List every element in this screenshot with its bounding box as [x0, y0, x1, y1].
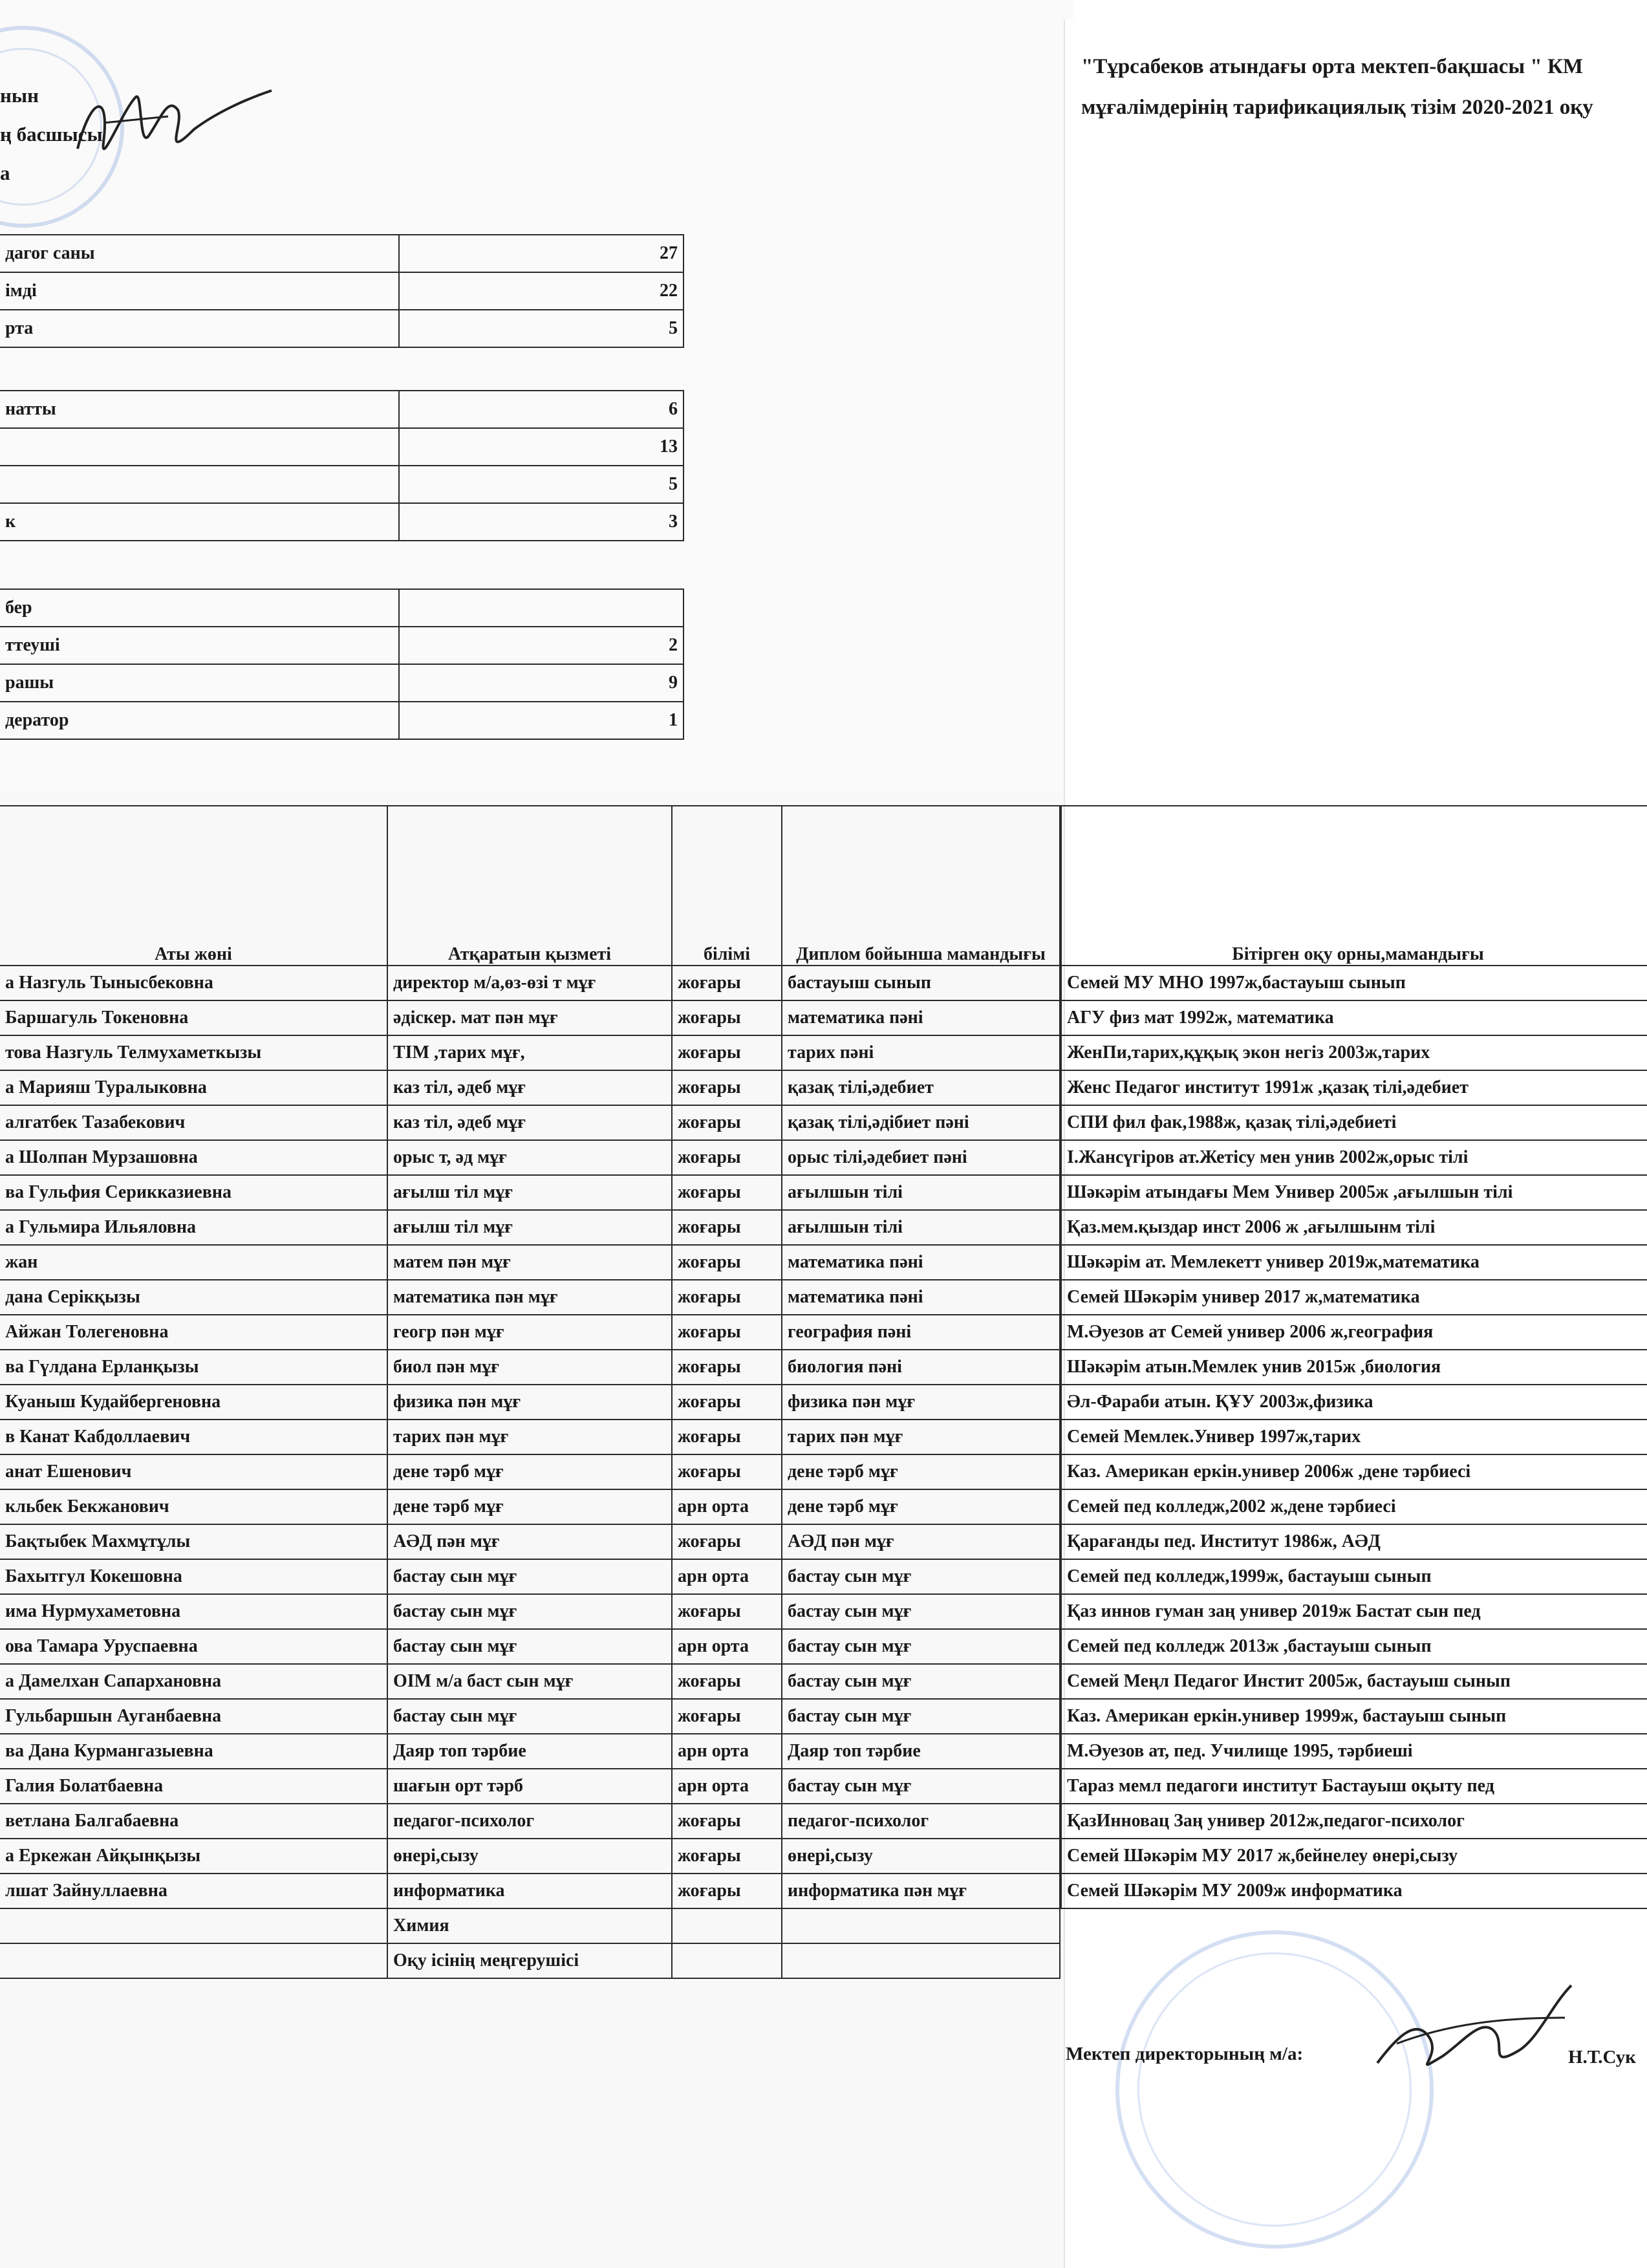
- table-row: [1061, 1280, 1647, 1315]
- cell-specialty: биология пәні: [782, 1350, 1060, 1385]
- cell-position: Химия: [387, 1908, 672, 1943]
- cell-position: геогр пән мұғ: [387, 1315, 672, 1350]
- cell-specialty: педагог-психолог: [782, 1804, 1060, 1839]
- cell-education: жоғары: [672, 1699, 782, 1734]
- cell-education: арн орта: [672, 1734, 782, 1769]
- table-row: [0, 1385, 1060, 1420]
- cell-name: дана Серікқызы: [0, 1280, 387, 1315]
- table-row: [0, 1734, 1060, 1769]
- cell-name: има Нурмухаметовна: [0, 1594, 387, 1629]
- table-row: [0, 1000, 1060, 1035]
- cell-specialty: бастау сын мұғ: [782, 1559, 1060, 1594]
- cell-education: [672, 1943, 782, 1978]
- cell-name: а Назгуль Тынысбековна: [0, 966, 387, 1000]
- cell-specialty: математика пәні: [782, 1000, 1060, 1035]
- table-row: [1061, 1804, 1647, 1839]
- table-row: [0, 1315, 1060, 1350]
- header-left-line2: ң басшысы: [0, 123, 103, 146]
- summary-table-3: [0, 589, 684, 740]
- cell-position: әдіскер. мат пән мұғ: [387, 1000, 672, 1035]
- summary-label: імді: [0, 272, 399, 310]
- cell-specialty: география пәні: [782, 1315, 1060, 1350]
- cell-education: [672, 1908, 782, 1943]
- cell-name: [0, 1943, 387, 1978]
- staff-table: [0, 805, 1060, 1979]
- cell-education: жоғары: [672, 1874, 782, 1908]
- table-row: [1061, 1175, 1647, 1210]
- cell-specialty: қазақ тілі,әдібиет пәні: [782, 1105, 1060, 1140]
- summary-value: 2: [399, 627, 684, 664]
- cell-institution: Шәкәрім ат. Мемлекетт универ 2019ж,математика: [1061, 1245, 1647, 1280]
- summary-value: 27: [399, 235, 684, 272]
- cell-institution: Әл-Фараби атын. ҚҰУ 2003ж,физика: [1061, 1385, 1647, 1420]
- cell-position: бастау сын мұғ: [387, 1559, 672, 1594]
- summary-label: [0, 428, 399, 466]
- header-right-line1: "Тұрсабеков атындағы орта мектеп-бақшасы " КМ: [1081, 55, 1584, 78]
- summary-value: 22: [399, 272, 684, 310]
- cell-name: Айжан Толегеновна: [0, 1315, 387, 1350]
- summary-label: [0, 466, 399, 503]
- table-row: [0, 1140, 1060, 1175]
- cell-institution: Семей Мемлек.Универ 1997ж,тарих: [1061, 1420, 1647, 1454]
- cell-institution: АГУ физ мат 1992ж, математика: [1061, 1000, 1647, 1035]
- table-row: [0, 1175, 1060, 1210]
- table-row: [1061, 1769, 1647, 1804]
- cell-position: орыс т, әд мұғ: [387, 1140, 672, 1175]
- cell-education: жоғары: [672, 1420, 782, 1454]
- summary-row: [0, 466, 684, 503]
- cell-specialty: дене тәрб мұғ: [782, 1489, 1060, 1524]
- summary-row: [0, 310, 684, 347]
- staff-table-header: [0, 806, 1060, 966]
- cell-education: арн орта: [672, 1559, 782, 1594]
- cell-education: жоғары: [672, 1454, 782, 1489]
- table-row: [0, 1943, 1060, 1978]
- cell-position: бастау сын мұғ: [387, 1629, 672, 1664]
- cell-specialty: дене тәрб мұғ: [782, 1454, 1060, 1489]
- cell-position: дене тәрб мұғ: [387, 1489, 672, 1524]
- summary-value: 9: [399, 664, 684, 702]
- table-row: [0, 1420, 1060, 1454]
- signature-bottom: [1371, 1979, 1584, 2082]
- cell-education: жоғары: [672, 1804, 782, 1839]
- header-education: білімі: [672, 806, 782, 966]
- cell-specialty: ағылшын тілі: [782, 1210, 1060, 1245]
- cell-institution: ЖенПи,тарих,құқық экон негіз 2003ж,тарих: [1061, 1035, 1647, 1070]
- table-row: [0, 1769, 1060, 1804]
- cell-position: каз тіл, әдеб мұғ: [387, 1070, 672, 1105]
- summary-label: к: [0, 503, 399, 541]
- cell-education: жоғары: [672, 1070, 782, 1105]
- cell-name: в Канат Кабдоллаевич: [0, 1420, 387, 1454]
- cell-name: ва Дана Курмангазыевна: [0, 1734, 387, 1769]
- table-row: [1061, 1035, 1647, 1070]
- cell-specialty: АӘД пән мұғ: [782, 1524, 1060, 1559]
- table-row: [1061, 1489, 1647, 1524]
- cell-position: ағылш тіл мұғ: [387, 1210, 672, 1245]
- cell-institution: І.Жансүгіров ат.Жетісу мен унив 2002ж,орыс тілі: [1061, 1140, 1647, 1175]
- cell-name: жан: [0, 1245, 387, 1280]
- cell-education: жоғары: [672, 1105, 782, 1140]
- cell-position: директор м/а,өз-өзі т мұғ: [387, 966, 672, 1000]
- cell-institution: Семей пед колледж,1999ж, бастауыш сынып: [1061, 1559, 1647, 1594]
- signature-label: Мектеп директорының м/а:: [1066, 2044, 1304, 2064]
- cell-name: ва Гульфия Серикказиевна: [0, 1175, 387, 1210]
- cell-education: жоғары: [672, 1140, 782, 1175]
- table-row: [0, 1804, 1060, 1839]
- cell-institution: Семей пед колледж,2002 ж,дене тәрбиесі: [1061, 1489, 1647, 1524]
- cell-name: ва Гүлдана Ерланқызы: [0, 1350, 387, 1385]
- cell-education: жоғары: [672, 1315, 782, 1350]
- table-row: [1061, 1315, 1647, 1350]
- cell-education: жоғары: [672, 1664, 782, 1699]
- table-row: [0, 1559, 1060, 1594]
- cell-specialty: тарих пән мұғ: [782, 1420, 1060, 1454]
- table-row: [0, 1699, 1060, 1734]
- cell-specialty: бастау сын мұғ: [782, 1769, 1060, 1804]
- cell-position: бастау сын мұғ: [387, 1699, 672, 1734]
- header-specialty: Диплом бойынша мамандығы: [782, 806, 1060, 966]
- table-row: [1061, 1839, 1647, 1874]
- cell-name: анат Ешенович: [0, 1454, 387, 1489]
- summary-label: дератор: [0, 702, 399, 739]
- cell-position: ОІМ м/а баст сын мұғ: [387, 1664, 672, 1699]
- table-row: [0, 1210, 1060, 1245]
- table-row: [1061, 1385, 1647, 1420]
- cell-position: дене тәрб мұғ: [387, 1454, 672, 1489]
- cell-name: Бахытгул Кокешовна: [0, 1559, 387, 1594]
- cell-name: Галия Болатбаевна: [0, 1769, 387, 1804]
- cell-institution: СПИ фил фак,1988ж, қазақ тілі,әдебиеті: [1061, 1105, 1647, 1140]
- table-row: [0, 1629, 1060, 1664]
- header-left-line3: а: [0, 162, 10, 184]
- cell-name: ветлана Балгабаевна: [0, 1804, 387, 1839]
- cell-education: жоғары: [672, 1594, 782, 1629]
- cell-specialty: ағылшын тілі: [782, 1175, 1060, 1210]
- summary-row: [0, 627, 684, 664]
- cell-education: арн орта: [672, 1769, 782, 1804]
- cell-name: а Дамелхан Сапархановна: [0, 1664, 387, 1699]
- cell-institution: М.Әуезов ат Семей универ 2006 ж,география: [1061, 1315, 1647, 1350]
- cell-name: а Марияш Туралыковна: [0, 1070, 387, 1105]
- cell-institution: Семей Шәкәрім МУ 2017 ж,бейнелеу өнері,сызу: [1061, 1839, 1647, 1874]
- table-row: [1061, 1070, 1647, 1105]
- table-row: [1061, 1105, 1647, 1140]
- table-row: [1061, 1140, 1647, 1175]
- summary-label: ттеуші: [0, 627, 399, 664]
- cell-education: жоғары: [672, 1000, 782, 1035]
- cell-specialty: бастау сын мұғ: [782, 1629, 1060, 1664]
- summary-table-1: [0, 234, 684, 348]
- cell-education: арн орта: [672, 1489, 782, 1524]
- cell-education: жоғары: [672, 966, 782, 1000]
- cell-position: тарих пән мұғ: [387, 1420, 672, 1454]
- summary-value: [399, 589, 684, 627]
- table-row: [1061, 1000, 1647, 1035]
- cell-institution: Тараз мемл педагоги институт Бастауыш оқыту пед: [1061, 1769, 1647, 1804]
- cell-specialty: тарих пәні: [782, 1035, 1060, 1070]
- table-row: [0, 1489, 1060, 1524]
- cell-specialty: Даяр топ тәрбие: [782, 1734, 1060, 1769]
- summary-row: [0, 589, 684, 627]
- table-row: [0, 1524, 1060, 1559]
- cell-education: жоғары: [672, 1210, 782, 1245]
- table-row: [1061, 1245, 1647, 1280]
- table-row: [1061, 1210, 1647, 1245]
- table-row: [1061, 1420, 1647, 1454]
- cell-position: өнері,сызу: [387, 1839, 672, 1874]
- institution-table-header: [1061, 806, 1647, 966]
- cell-institution: Семей Меңл Педагог Инстит 2005ж, бастауыш сынып: [1061, 1664, 1647, 1699]
- cell-education: жоғары: [672, 1035, 782, 1070]
- header-left-line1: нын: [0, 84, 39, 107]
- cell-specialty: қазақ тілі,әдебиет: [782, 1070, 1060, 1105]
- header-right-line2: мұғалімдерінің тарификациялық тізім 2020-2021 оқу: [1081, 96, 1593, 119]
- table-row: [1061, 1734, 1647, 1769]
- cell-position: математика пән мұғ: [387, 1280, 672, 1315]
- cell-name: алгатбек Тазабекович: [0, 1105, 387, 1140]
- summary-row: [0, 664, 684, 702]
- table-row: [0, 966, 1060, 1000]
- summary-label: рта: [0, 310, 399, 347]
- header-institution: Бітірген оқу орны,мамандығы: [1061, 806, 1647, 966]
- summary-value: 5: [399, 310, 684, 347]
- cell-specialty: информатика пән мұғ: [782, 1874, 1060, 1908]
- cell-institution: Каз. Американ еркін.универ 2006ж ,дене тәрбиесі: [1061, 1454, 1647, 1489]
- cell-position: физика пән мұғ: [387, 1385, 672, 1420]
- cell-name: Баршагуль Токеновна: [0, 1000, 387, 1035]
- cell-specialty: өнері,сызу: [782, 1839, 1060, 1874]
- stamp-bottom-right: [1115, 1930, 1434, 2249]
- cell-specialty: орыс тілі,әдебиет пәні: [782, 1140, 1060, 1175]
- cell-education: арн орта: [672, 1629, 782, 1664]
- cell-institution: М.Әуезов ат, пед. Училище 1995, тәрбиеші: [1061, 1734, 1647, 1769]
- table-row: [0, 1454, 1060, 1489]
- cell-name: а Шолпан Мурзашовна: [0, 1140, 387, 1175]
- cell-education: жоғары: [672, 1839, 782, 1874]
- cell-position: бастау сын мұғ: [387, 1594, 672, 1629]
- summary-label: дагог саны: [0, 235, 399, 272]
- cell-institution: Семей МУ МНО 1997ж,бастауыш сынып: [1061, 966, 1647, 1000]
- table-row: [1061, 1524, 1647, 1559]
- table-row: [0, 1908, 1060, 1943]
- table-row: [0, 1874, 1060, 1908]
- table-row: [0, 1105, 1060, 1140]
- cell-institution: Шәкәрім атындағы Мем Универ 2005ж ,ағылшын тілі: [1061, 1175, 1647, 1210]
- cell-name: това Назгуль Телмухаметкызы: [0, 1035, 387, 1070]
- table-row: [1061, 1594, 1647, 1629]
- table-row: [1061, 1874, 1647, 1908]
- summary-row: [0, 272, 684, 310]
- cell-name: Куаныш Кудайбергеновна: [0, 1385, 387, 1420]
- cell-specialty: бастау сын мұғ: [782, 1664, 1060, 1699]
- table-row: [0, 1594, 1060, 1629]
- cell-name: Гульбаршын Ауганбаевна: [0, 1699, 387, 1734]
- table-row: [0, 1664, 1060, 1699]
- cell-specialty: бастау сын мұғ: [782, 1699, 1060, 1734]
- table-row: [1061, 1664, 1647, 1699]
- summary-row: [0, 702, 684, 739]
- table-row: [0, 1350, 1060, 1385]
- cell-institution: Семей Шәкәрім МУ 2009ж информатика: [1061, 1874, 1647, 1908]
- cell-institution: Семей Шәкәрім универ 2017 ж,математика: [1061, 1280, 1647, 1315]
- cell-name: а Гульмира Ильяловна: [0, 1210, 387, 1245]
- cell-position: ағылш тіл мұғ: [387, 1175, 672, 1210]
- cell-institution: Шәкәрім атын.Мемлек унив 2015ж ,биология: [1061, 1350, 1647, 1385]
- table-row: [1061, 1350, 1647, 1385]
- cell-institution: Қаз.мем.қыздар инст 2006 ж ,ағылшынм тілі: [1061, 1210, 1647, 1245]
- cell-specialty: математика пәні: [782, 1245, 1060, 1280]
- cell-position: биол пән мұғ: [387, 1350, 672, 1385]
- cell-position: АӘД пән мұғ: [387, 1524, 672, 1559]
- table-row: [0, 1245, 1060, 1280]
- cell-education: жоғары: [672, 1385, 782, 1420]
- table-row: [1061, 1699, 1647, 1734]
- cell-institution: Қарағанды пед. Институт 1986ж, АӘД: [1061, 1524, 1647, 1559]
- summary-label: рашы: [0, 664, 399, 702]
- table-row: [1061, 1629, 1647, 1664]
- cell-name: ова Тамара Уруспаевна: [0, 1629, 387, 1664]
- cell-education: жоғары: [672, 1350, 782, 1385]
- cell-name: а Еркежан Айқынқызы: [0, 1839, 387, 1874]
- cell-position: шағын орт тәрб: [387, 1769, 672, 1804]
- cell-specialty: бастау сын мұғ: [782, 1594, 1060, 1629]
- cell-institution: ҚазИнновац Заң универ 2012ж,педагог-психолог: [1061, 1804, 1647, 1839]
- summary-row: [0, 503, 684, 541]
- cell-name: Бақтыбек Махмұтұлы: [0, 1524, 387, 1559]
- signer-name: Н.Т.Сук: [1568, 2047, 1636, 2068]
- table-row: [0, 1280, 1060, 1315]
- summary-value: 5: [399, 466, 684, 503]
- cell-institution: Семей пед колледж 2013ж ,бастауыш сынып: [1061, 1629, 1647, 1664]
- cell-position: педагог-психолог: [387, 1804, 672, 1839]
- cell-name: кльбек Бекжанович: [0, 1489, 387, 1524]
- summary-value: 1: [399, 702, 684, 739]
- summary-label: натты: [0, 391, 399, 428]
- cell-specialty: [782, 1943, 1060, 1978]
- summary-row: [0, 391, 684, 428]
- cell-specialty: физика пән мұғ: [782, 1385, 1060, 1420]
- cell-name: лшат Зайнуллаевна: [0, 1874, 387, 1908]
- table-row: [0, 1035, 1060, 1070]
- cell-position: информатика: [387, 1874, 672, 1908]
- table-row: [1061, 966, 1647, 1000]
- summary-label: бер: [0, 589, 399, 627]
- cell-education: жоғары: [672, 1280, 782, 1315]
- cell-institution: Қаз иннов гуман заң универ 2019ж Бастат сын пед: [1061, 1594, 1647, 1629]
- institution-table: [1060, 805, 1647, 1909]
- cell-position: матем пән мұғ: [387, 1245, 672, 1280]
- cell-name: [0, 1908, 387, 1943]
- cell-education: жоғары: [672, 1245, 782, 1280]
- table-row: [1061, 1559, 1647, 1594]
- cell-institution: Каз. Американ еркін.универ 1999ж, бастауыш сынып: [1061, 1699, 1647, 1734]
- summary-row: [0, 428, 684, 466]
- cell-institution: Женс Педагог институт 1991ж ,қазақ тілі,әдебиет: [1061, 1070, 1647, 1105]
- cell-position: Оқу ісінің меңгерушісі: [387, 1943, 672, 1978]
- header-position: Атқаратын қызметі: [387, 806, 672, 966]
- summary-value: 13: [399, 428, 684, 466]
- cell-position: каз тіл, әдеб мұғ: [387, 1105, 672, 1140]
- cell-specialty: бастауыш сынып: [782, 966, 1060, 1000]
- header-name: Аты жөні: [0, 806, 387, 966]
- cell-specialty: математика пәні: [782, 1280, 1060, 1315]
- cell-education: жоғары: [672, 1175, 782, 1210]
- cell-position: Даяр топ тәрбие: [387, 1734, 672, 1769]
- table-row: [0, 1070, 1060, 1105]
- summary-value: 6: [399, 391, 684, 428]
- cell-position: ТІМ ,тарих мұғ,: [387, 1035, 672, 1070]
- summary-row: [0, 235, 684, 272]
- cell-education: жоғары: [672, 1524, 782, 1559]
- summary-value: 3: [399, 503, 684, 541]
- table-row: [1061, 1454, 1647, 1489]
- cell-specialty: [782, 1908, 1060, 1943]
- table-row: [0, 1839, 1060, 1874]
- summary-table-2: [0, 390, 684, 541]
